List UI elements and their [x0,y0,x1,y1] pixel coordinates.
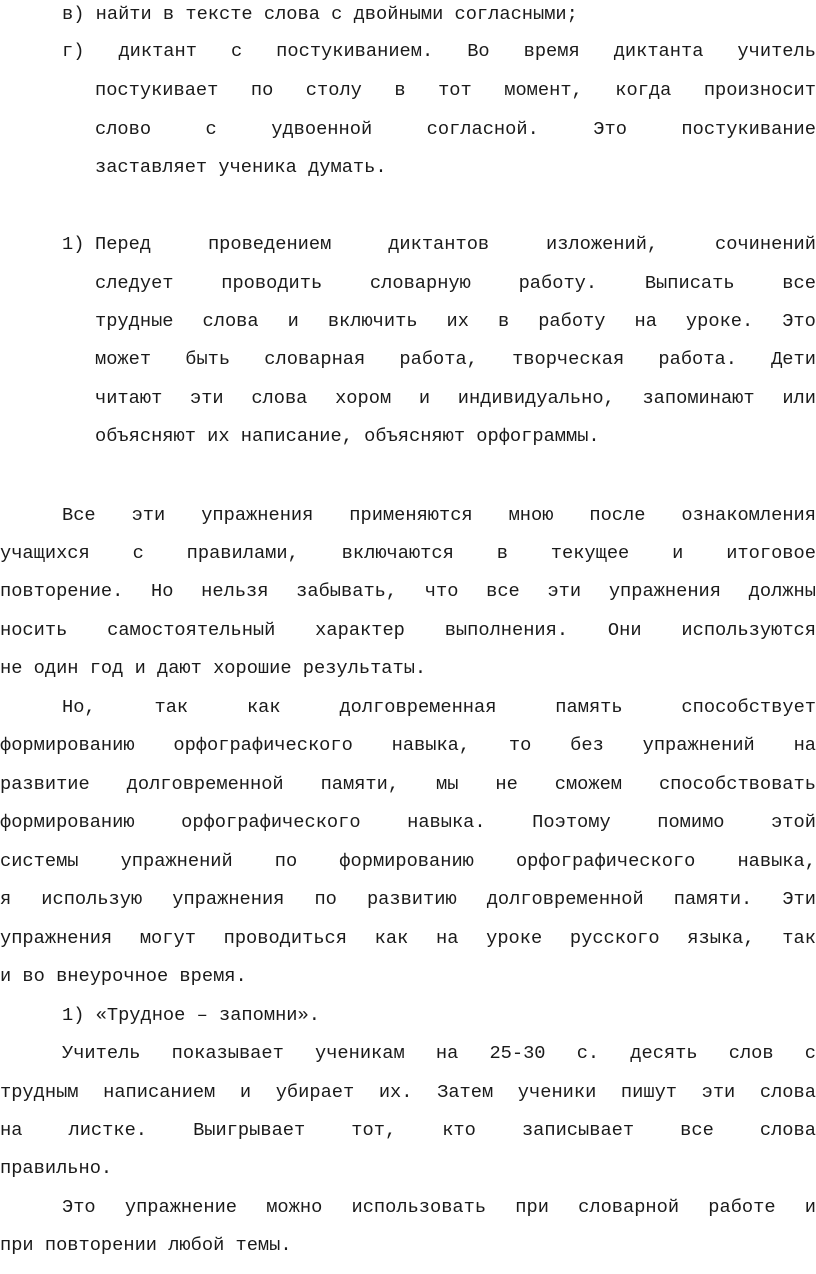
text-line: 1) «Трудное – запомни». [62,1004,320,1026]
word: удвоенной [271,118,373,140]
word: написанием [103,1081,216,1103]
word: формированию [339,850,474,872]
word: так [154,696,189,718]
word: работу. [518,272,598,294]
word: Выписать [644,272,735,294]
word: трудные [95,310,174,332]
word: и [804,1196,816,1218]
word: Учитель [62,1042,141,1064]
text-line: не один год и дают хорошие результаты. [0,657,427,679]
word: работе [708,1196,776,1218]
word: с [230,40,243,62]
word: и [418,387,431,409]
word: слова [202,310,259,332]
word: упражнения [0,927,113,949]
word: запоминают [642,387,755,409]
word: я [0,888,12,910]
word: слова [251,387,308,409]
word: долговременной [126,773,284,795]
word: показывает [171,1042,284,1064]
word: могут [139,927,196,949]
word: развитие [0,773,90,795]
word: этой [771,811,816,833]
word: все [486,580,520,602]
word: по [314,888,337,910]
word: Затем [437,1081,494,1103]
word: ознакомления [681,504,816,526]
word: все [680,1119,714,1141]
text-line [62,688,816,726]
word: слова [759,1081,816,1103]
text-line [62,1188,816,1226]
word: помимо [657,811,725,833]
word: долговременная [339,696,497,718]
word: как [246,696,281,718]
word: диктантов [388,233,490,255]
word: по [274,850,298,872]
word: упражнений [642,734,755,756]
word: развитию [366,888,457,910]
text-line [0,1111,816,1149]
word: словарная [264,348,366,370]
word: повторение. [0,580,124,602]
word: листке. [68,1119,148,1141]
word: Все [62,504,96,526]
word: учащихся [0,542,90,564]
word: диктанта [613,40,704,62]
word: проводить [221,272,323,294]
text-line [62,32,816,70]
text-line [95,264,816,302]
word: быть [185,348,231,370]
word: навыка, [737,850,816,872]
text-line: заставляет ученика думать. [95,156,387,178]
text-line [62,496,816,534]
word: ученикам [314,1042,405,1064]
word: орфографического [515,850,696,872]
text-line [0,611,816,649]
word: постукивание [681,118,816,140]
word: момент, [504,79,583,101]
text-line [0,572,816,610]
word: формированию [0,811,135,833]
word: включаются [341,542,454,564]
word: самостоятельный [107,619,276,641]
word: эти [701,1081,736,1103]
word: Это [782,310,816,332]
word: забывать, [296,580,398,602]
word: кто [442,1119,476,1141]
word: системы [0,850,79,872]
word: Во [467,40,490,62]
word: после [589,504,646,526]
word: Но, [62,696,96,718]
text-line [0,726,816,764]
word: упражнения [201,504,314,526]
word: убирает [275,1081,355,1103]
word: навыка, [391,734,471,756]
word: записывает [521,1119,635,1141]
word: по [250,79,274,101]
word: и [239,1081,252,1103]
text-line [95,379,816,417]
text-line: при повторении любой темы. [0,1234,292,1256]
word: применяются [349,504,473,526]
word: что [424,580,459,602]
word: эти [189,387,224,409]
word: на [634,310,657,332]
word: мною [508,504,554,526]
word: упражнение [124,1196,238,1218]
word: читают [95,387,163,409]
word: с [132,542,144,564]
word: время [523,40,580,62]
word: учитель [737,40,816,62]
word: Поэтому [532,811,611,833]
word: тот [438,79,472,101]
word: в [497,310,510,332]
word: ученики [517,1081,597,1103]
word: итоговое [726,542,816,564]
text-line: и во внеурочное время. [0,965,247,987]
word: Перед [95,233,152,255]
list-marker: 1) [62,233,85,255]
word: с [804,1042,816,1064]
word: пишут [620,1081,677,1103]
word: текущее [550,542,630,564]
word: Они [607,619,642,641]
word: использовать [351,1196,487,1218]
text-line [0,880,816,918]
word: Это [62,1196,96,1218]
word: с. [576,1042,600,1064]
text-line [95,340,816,378]
word: при [515,1196,549,1218]
word: без [570,734,604,756]
word: их [446,310,469,332]
word: упражнения [172,888,285,910]
word: так [782,927,816,949]
word: Это [593,118,627,140]
text-line [62,1034,816,1072]
word: на [435,1042,459,1064]
word: десять [630,1042,698,1064]
word: памяти. [673,888,753,910]
word: уроке. [685,310,754,332]
text-line: правильно. [0,1157,113,1179]
word: слов [728,1042,774,1064]
word: работа. [658,348,737,370]
word: следует [95,272,174,294]
word: и [672,542,684,564]
word: используются [681,619,816,641]
word: работу [538,310,606,332]
word: их. [378,1081,413,1103]
word: на [436,927,459,949]
text-line [95,225,816,263]
word: произносит [703,79,816,101]
text-line [0,803,816,841]
word: проводиться [223,927,347,949]
word: памяти, [320,773,400,795]
word: языка, [687,927,755,949]
word: характер [315,619,405,641]
text-line: объясняют их написание, объясняют орфограммы. [95,425,600,447]
word: мы [436,773,459,795]
word: может [95,348,152,370]
word: творческая [512,348,625,370]
word: способствует [681,696,816,718]
word: согласной. [426,118,539,140]
word: то [508,734,532,756]
word: все [782,272,816,294]
word: и [287,310,299,332]
word: когда [615,79,672,101]
word: сочинений [715,233,816,255]
word: столу [305,79,362,101]
word: орфографического [173,734,353,756]
word: постукиванием. [276,40,434,62]
word: слова [759,1119,816,1141]
word: можно [266,1196,323,1218]
word: в [496,542,508,564]
word: в [394,79,406,101]
word: слово [95,118,152,140]
word: Но [151,580,174,602]
word: правилами, [186,542,299,564]
text-line [0,842,816,880]
word: индивидуально, [457,387,615,409]
word: хором [335,387,392,409]
text-line: в) найти в тексте слова с двойными согласными; [62,3,578,25]
word: орфографического [181,811,361,833]
text-line [95,71,816,109]
word: включить [327,310,418,332]
word: способствовать [658,773,816,795]
word: трудным [0,1081,79,1103]
word: упражнений [120,850,233,872]
word: словарную [369,272,471,294]
word: постукивает [95,79,219,101]
word: Выигрывает [193,1119,306,1141]
word: Дети [771,348,816,370]
text-line [0,919,816,957]
word: эти [547,580,582,602]
word: работа, [399,348,478,370]
word: навыка. [407,811,486,833]
text-line [0,1073,816,1111]
word: диктант [118,40,197,62]
word: 25-30 [489,1042,546,1064]
text-line [95,110,816,148]
word: или [782,387,816,409]
word: русского [569,927,660,949]
text-line [95,302,816,340]
word: тот, [351,1119,397,1141]
word: долговременной [486,888,644,910]
word: упражнения [608,580,721,602]
word: не [495,773,518,795]
word: носить [0,619,68,641]
word: на [0,1119,23,1141]
word: Эти [782,888,816,910]
word: как [374,927,409,949]
word: г) [62,40,85,62]
word: эти [131,504,166,526]
word: словарной [578,1196,680,1218]
word: должны [748,580,816,602]
word: сможем [554,773,623,795]
word: проведением [207,233,332,255]
text-line [0,765,816,803]
word: с [205,118,217,140]
word: память [555,696,623,718]
word: изложений, [546,233,659,255]
word: уроке [486,927,543,949]
word: нельзя [201,580,269,602]
word: формированию [0,734,135,756]
text-line [0,534,816,572]
word: использую [41,888,143,910]
word: на [793,734,816,756]
word: выполнения. [444,619,569,641]
